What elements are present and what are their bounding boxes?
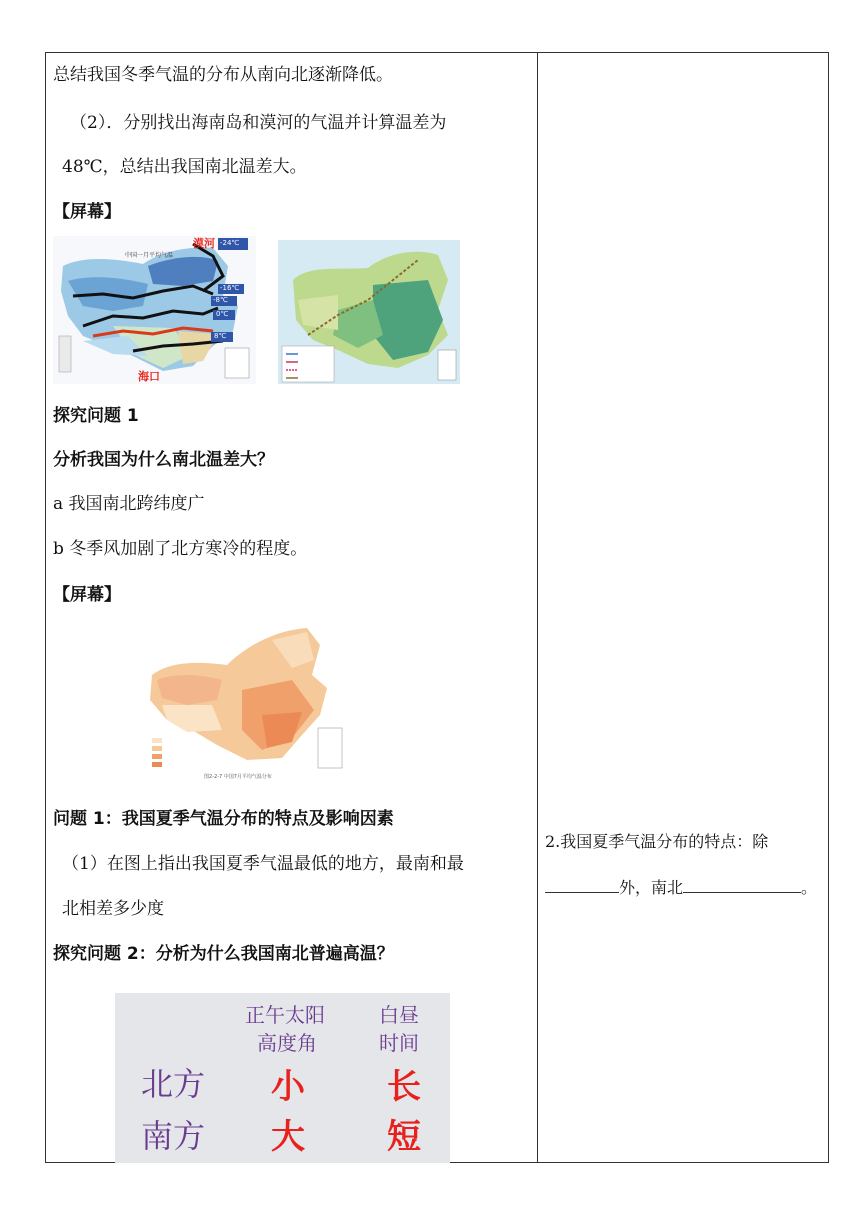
right-line2 [545,876,817,899]
isotherm-label: 0℃ [216,310,229,318]
map1-south-label: 海口 [138,370,160,383]
january-temperature-map [53,236,256,384]
isotherm-label: -8℃ [213,296,228,304]
map1-north-label: 漠河 [193,237,215,250]
inquiry-1-title: 探究问题 1 [53,406,139,426]
right-line2-end: 。 [801,878,818,897]
row1-day-length: 长 [387,1067,421,1107]
july-temperature-map [142,620,346,783]
screen-label-1: 【屏幕】 [53,202,121,222]
right-line1: 2.我国夏季气温分布的特点：除 [545,832,769,851]
isotherm-label: -24℃ [220,239,240,247]
row2-label: 南方 [141,1117,206,1155]
task-2-line2: 48℃，总结出我国南北温差大。 [62,157,307,177]
question-1-title: 问题 1：我国夏季气温分布的特点及影响因素 [53,809,394,829]
map3-caption: 图2-2-7 中国7月平均气温分布 [204,774,272,780]
isotherm-label: -16℃ [220,284,240,292]
row2-sun-angle: 大 [271,1117,305,1157]
right-line2-mid: 外，南北 [619,878,684,897]
col2-head-line1: 白昼 [379,1003,419,1027]
col1-head-line2: 高度角 [257,1031,317,1055]
reason-a: a 我国南北跨纬度广 [53,494,205,514]
screen-label-2: 【屏幕】 [53,585,121,605]
row1-sun-angle: 小 [271,1067,305,1107]
col2-head-line2: 时间 [379,1031,419,1055]
isotherm-label: 8℃ [214,332,227,340]
monsoon-map [278,240,460,384]
answer-blank-2[interactable] [683,876,801,893]
reason-b: b 冬季风加剧了北方寒冷的程度。 [53,539,308,559]
column-divider [537,53,538,1162]
answer-blank-1[interactable] [545,876,619,893]
inquiry-2-title: 探究问题 2：分析为什么我国南北普遍高温？ [53,944,394,964]
sun-angle-daylength-table [115,993,450,1163]
summary-line: 总结我国冬季气温的分布从南向北逐渐降低。 [53,65,393,85]
row2-day-length: 短 [387,1117,421,1157]
row1-label: 北方 [141,1065,206,1103]
map1-title: 中国一月平均气温 [125,252,174,259]
question-1-line2: 北相差多少度 [62,899,164,919]
col1-head-line1: 正午太阳 [245,1003,325,1027]
question-1-line1: （1）在图上指出我国夏季气温最低的地方，最南和最 [62,854,464,874]
task-2-line1: （2）．分别找出海南岛和漠河的气温并计算温差为 [70,113,447,133]
inquiry-1-question: 分析我国为什么南北温差大？ [53,450,274,470]
